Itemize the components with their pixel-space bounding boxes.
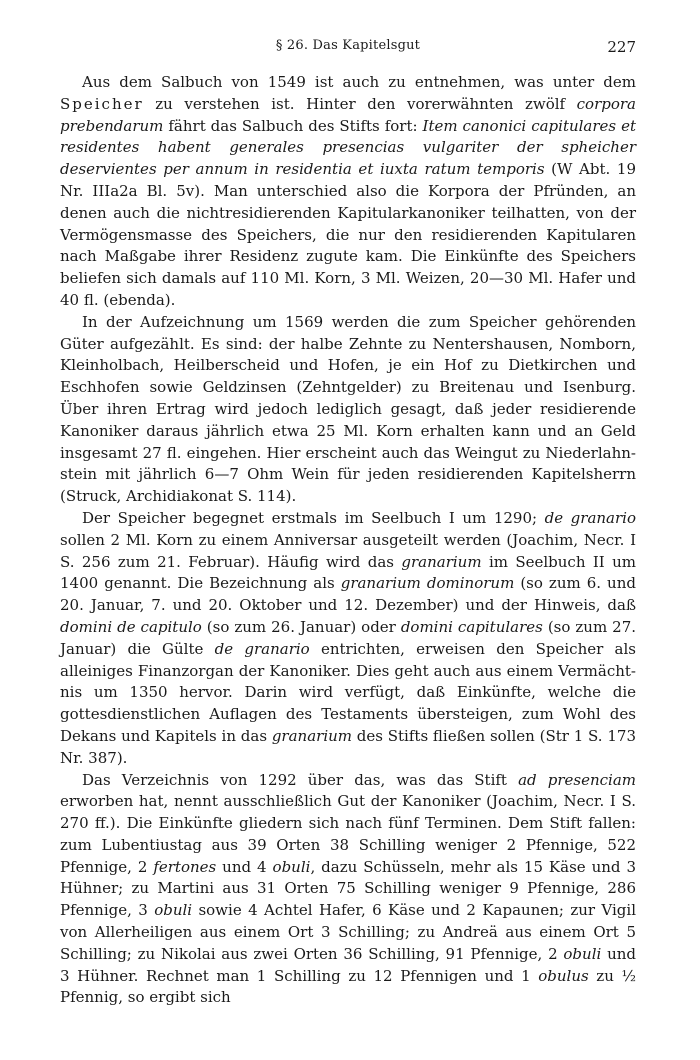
text-run: , dazu Schüsseln, mehr als 15 Käse und 3 Hühner; zu Martini aus 31 Orten 75 Schilling weniger 9 Pfennige, 286 Pfennige, 3 <box>60 857 637 920</box>
emphasized-term: Speicher <box>60 94 144 113</box>
latin-term: granarium <box>271 726 352 745</box>
latin-term: de granario <box>544 508 636 527</box>
text-run: fährt das Salbuch des Stifts fort: <box>163 116 423 135</box>
latin-term: ad presenciam <box>518 770 636 789</box>
text-run: erworben hat, nennt ausschließlich Gut der Kanoniker (Joachim, Necr. I S. 270 ff.). Die Einkünfte gliedern sich nach fünf Terminen. Dem Stift fallen: zum Lubentiustag aus 39 Orten 38 Schilling weniger 2 Pfennige, 522 Pfennige, 2 <box>60 792 636 876</box>
text-run: Der Speicher begegnet erstmals im Seelbuch I um 1290; <box>82 508 545 527</box>
latin-term: domini capitulares <box>400 617 543 636</box>
text-run: im Seelbuch II um 1400 genannt. Die Bezeichnung als <box>60 552 636 593</box>
running-header <box>60 38 636 60</box>
latin-term: granarium dominorum <box>340 574 515 593</box>
latin-term: Item canonici capitulares et residentes habent generales presencias vulgariter der spheicher deservientes per annum in residentia et iuxta ratum temporis <box>60 116 636 179</box>
text-run: zu verstehen ist. Hinter den vorerwähnten zwölf <box>143 94 577 113</box>
latin-term: obuli <box>563 944 602 963</box>
text-run: In der Aufzeichnung um 1569 werden die zum Speicher gehörenden Güter aufgezählt. Es sind: der halbe Zehnte zu Nentershausen, Nomborn, Kleinholbach, Heilberscheid und Hofen, je ein Hof zu Dietkirchen und Eschhofen sowie Geldzinsen (Zehntgelder) zu Breitenau und Isenburg. Über ihren Ertrag wird jedoch lediglich gesagt, daß jeder residierende Kanoniker daraus jährlich etwa 25 Ml. Korn erhalten kann und an Geld insgesamt 27 fl. eingehen. Hier erscheint auch das Weingut zu Niederlahnstein mit jährlich 6—7 Ohm Wein für jeden residierenden Kapitelsherrn (Struck, Archidiakonat S. 114). <box>60 312 636 506</box>
latin-term: corpora prebendarum <box>60 94 636 135</box>
text-run: Das Verzeichnis von 1292 über das, was das Stift <box>82 770 519 789</box>
paragraph <box>60 770 636 1010</box>
text-run: und 3 Hühner. Rechnet man 1 Schilling zu 12 Pfennigen und 1 <box>60 944 636 985</box>
text-run: (so zum 6. und 20. Januar, 7. und 20. Oktober und 12. Dezember) und der Hinweis, daß <box>60 574 636 615</box>
latin-term: granarium <box>401 552 482 571</box>
latin-term: obuli <box>272 857 311 876</box>
latin-term: obuli <box>154 901 193 920</box>
latin-term: obulus <box>538 966 589 985</box>
text-run: Aus dem Salbuch von 1549 ist auch zu entnehmen, was unter dem <box>82 73 636 91</box>
text-run: und 4 <box>216 857 273 876</box>
text-run: des Stifts fließen sollen (Str 1 S. 173 Nr. 387). <box>60 726 636 767</box>
latin-term: de granario <box>214 639 310 658</box>
text-run: (so zum 26. Januar) oder <box>201 617 401 636</box>
latin-term: domini de capitulo <box>60 617 202 636</box>
paragraph <box>60 508 636 770</box>
body-text <box>60 72 636 1009</box>
text-run: sollen 2 Ml. Korn zu einem Anniversar ausgeteilt werden (Joachim, Necr. I S. 256 zum 21. Februar). Häufig wird das <box>60 530 636 571</box>
running-title: § 26. Das Kapitelsgut <box>275 38 421 53</box>
text-run: zu ½ Pfennig, so ergibt sich <box>60 966 637 1007</box>
book-page <box>60 38 636 1009</box>
page-number: 227 <box>607 38 636 56</box>
text-run: (so zum 27. Januar) die Gülte <box>60 617 636 658</box>
text-run: entrichten, erweisen den Speicher als alleiniges Finanzorgan der Kanoniker. Dies geht auch aus einem Vermächtnis um 1350 hervor. Darin wird verfügt, daß Einkünfte, welche die gottesdienstlichen Auflagen des Testaments übersteigen, zum Wohl des Dekans und Kapitels in das <box>60 639 636 745</box>
text-run: (W Abt. 19 Nr. IIIa2a Bl. 5v). Man unterschied also die Korpora der Pfründen, an denen auch die nichtresidierenden Kapitularkanoniker teilhatten, von der Vermögensmasse des Speichers, die nur den residierenden Kapitularen nach Maßgabe ihrer Residenz zugute kam. Die Einkünfte des Speichers beliefen sich damals auf 110 Ml. Korn, 3 Ml. Weizen, 20—30 Ml. Hafer und 40 fl. (ebenda). <box>60 160 636 309</box>
paragraph <box>60 72 636 312</box>
text-run: sowie 4 Achtel Hafer, 6 Käse und 2 Kapaunen; zur Vigil von Allerheiligen aus einem Ort 3 Schilling; zu Andreä aus einem Ort 5 Schilling; zu Nikolai aus zwei Orten 36 Schilling, 91 Pfennige, 2 <box>60 901 636 963</box>
paragraph <box>60 312 636 508</box>
latin-term: fertones <box>153 857 217 876</box>
